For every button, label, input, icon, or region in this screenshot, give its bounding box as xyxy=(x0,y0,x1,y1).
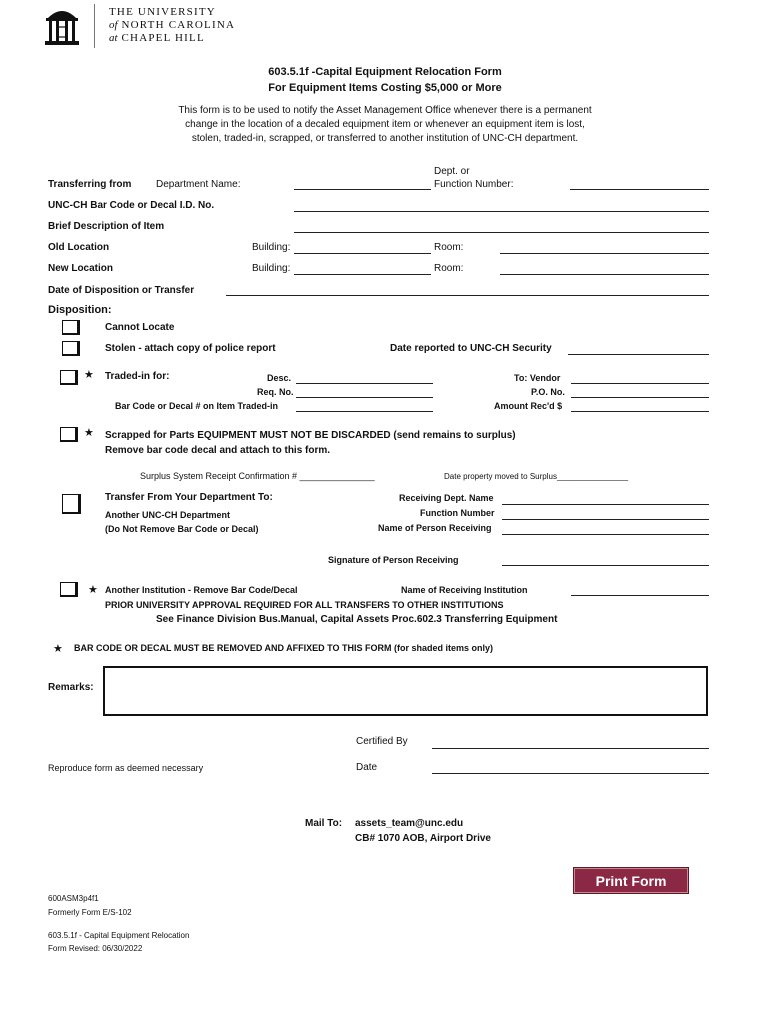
intro-line3: stolen, traded-in, scrapped, or transferred to another institution of UNC-CH department. xyxy=(191,133,579,144)
remarks-box[interactable] xyxy=(103,666,708,716)
date-disposition-field[interactable] xyxy=(226,295,709,296)
desc-input[interactable] xyxy=(296,369,433,383)
old-building-input[interactable] xyxy=(294,239,431,253)
bar-code-traded-input[interactable] xyxy=(296,397,433,411)
signature-person-receiving-field[interactable] xyxy=(502,565,709,566)
certified-by-input[interactable] xyxy=(432,734,709,748)
new-building-input[interactable] xyxy=(294,260,431,274)
note-star-icon: ★ xyxy=(53,643,63,655)
name-receiving-institution-label: Name of Receiving Institution xyxy=(401,585,528,595)
stolen-checkbox[interactable] xyxy=(62,341,80,356)
new-room-label: Room: xyxy=(434,263,464,274)
to-vendor-label: To: Vendor xyxy=(514,373,561,383)
old-location-label: Old Location xyxy=(48,242,110,253)
date-reported-label: Date reported to UNC-CH Security xyxy=(390,343,552,354)
function-number-input[interactable] xyxy=(570,175,709,189)
old-room-input[interactable] xyxy=(500,239,709,253)
another-institution-label: Another Institution - Remove Bar Code/Decal xyxy=(105,585,298,595)
scrapped-checkbox[interactable] xyxy=(60,427,78,442)
another-unc-dept-label: Another UNC-CH Department xyxy=(105,510,231,520)
brief-description-input[interactable] xyxy=(294,218,709,232)
req-no-input[interactable] xyxy=(296,383,433,397)
amount-recd-field[interactable] xyxy=(571,411,709,412)
certify-date-field[interactable] xyxy=(432,773,709,774)
date-reported-field[interactable] xyxy=(568,354,709,355)
mail-to-label: Mail To: xyxy=(305,818,343,829)
amount-recd-label: Amount Rec'd $ xyxy=(494,401,563,411)
logo-line2: of NORTH CAROLINA xyxy=(109,19,236,31)
disposition-heading: Disposition: xyxy=(48,304,112,316)
traded-in-checkbox[interactable] xyxy=(60,370,78,385)
new-location-label: New Location xyxy=(48,263,114,274)
po-no-label: P.O. No. xyxy=(531,387,565,397)
bar-code-field[interactable] xyxy=(294,211,709,212)
department-name-field[interactable] xyxy=(294,189,431,190)
old-room-field[interactable] xyxy=(500,253,709,254)
mail-email: assets_team@unc.edu xyxy=(355,818,464,829)
form-title-line1: 603.5.1f -Capital Equipment Relocation Form xyxy=(268,66,502,78)
department-name-input[interactable] xyxy=(294,175,431,189)
old-building-field[interactable] xyxy=(294,253,431,254)
old-building-label: Building: xyxy=(252,242,291,253)
do-not-remove-label: (Do Not Remove Bar Code or Decal) xyxy=(105,524,259,534)
new-building-field[interactable] xyxy=(294,274,431,275)
form-title-line2: For Equipment Items Costing $5,000 or More xyxy=(268,82,502,94)
footer-revised: Form Revised: 06/30/2022 xyxy=(48,944,143,953)
amount-recd-input[interactable] xyxy=(571,397,709,411)
receiving-function-number-input[interactable] xyxy=(502,505,709,519)
intro-line2: change in the location of a decaled equipment item or whenever an equipment item is lost, xyxy=(185,119,585,130)
receiving-institution-field[interactable] xyxy=(571,595,709,596)
prior-approval-label: PRIOR UNIVERSITY APPROVAL REQUIRED FOR ALL TRANSFERS TO OTHER INSTITUTIONS xyxy=(105,600,504,610)
bar-code-input[interactable] xyxy=(294,197,709,211)
desc-label: Desc. xyxy=(267,373,292,383)
another-institution-star-icon: ★ xyxy=(88,584,98,596)
intro-line1: This form is to be used to notify the Asset Management Office whenever there is a permanent xyxy=(178,105,592,116)
req-no-label: Req. No. xyxy=(257,387,294,397)
po-no-input[interactable] xyxy=(571,383,709,397)
footer-formerly: Formerly Form E/S-102 xyxy=(48,908,132,917)
transfer-dept-checkbox[interactable] xyxy=(62,494,81,514)
dept-or-label: Dept. or xyxy=(434,166,470,177)
brief-description-field[interactable] xyxy=(294,232,709,233)
new-room-input[interactable] xyxy=(500,260,709,274)
date-disposition-input[interactable] xyxy=(226,281,709,295)
brief-description-label: Brief Description of Item xyxy=(48,221,165,232)
function-number-field[interactable] xyxy=(570,189,709,190)
old-room-label: Room: xyxy=(434,242,464,253)
stolen-label: Stolen - attach copy of police report xyxy=(105,343,276,354)
certify-date-input[interactable] xyxy=(432,759,709,773)
footer-code: 600ASM3p4f1 xyxy=(48,894,99,903)
name-person-receiving-label: Name of Person Receiving xyxy=(378,523,492,533)
transferring-from-label: Transferring from xyxy=(48,179,132,190)
certified-by-field[interactable] xyxy=(432,748,709,749)
date-reported-input[interactable] xyxy=(568,340,709,354)
footer-form-name: 603.5.1f - Capital Equipment Relocation xyxy=(48,931,190,940)
logo-line3: at CHAPEL HILL xyxy=(109,32,205,44)
certified-by-label: Certified By xyxy=(356,736,408,747)
reproduce-note: Reproduce form as deemed necessary xyxy=(48,763,204,773)
name-person-receiving-field[interactable] xyxy=(502,534,709,535)
receiving-function-number-label: Function Number xyxy=(420,508,495,518)
certify-date-label: Date xyxy=(356,762,378,773)
print-form-button[interactable]: Print Form xyxy=(574,868,688,893)
traded-in-star-icon: ★ xyxy=(84,369,94,381)
scrapped-label: Scrapped for Parts EQUIPMENT MUST NOT BE DISCARDED (send remains to surplus) xyxy=(105,430,516,441)
logo-divider xyxy=(94,4,95,48)
new-room-field[interactable] xyxy=(500,274,709,275)
signature-person-receiving-input[interactable] xyxy=(502,551,709,565)
receiving-institution-input[interactable] xyxy=(571,581,709,595)
signature-person-receiving-label: Signature of Person Receiving xyxy=(328,555,459,565)
name-person-receiving-input[interactable] xyxy=(502,520,709,534)
old-well-icon xyxy=(44,5,80,47)
logo-line1: THE UNIVERSITY xyxy=(109,6,216,18)
another-institution-checkbox[interactable] xyxy=(60,582,78,597)
function-number-label: Function Number: xyxy=(434,179,514,190)
scrapped-star-icon: ★ xyxy=(84,427,94,439)
receiving-dept-name-input[interactable] xyxy=(502,490,709,504)
date-disposition-label: Date of Disposition or Transfer xyxy=(48,285,195,296)
cannot-locate-checkbox[interactable] xyxy=(62,320,80,335)
receiving-dept-name-label: Receiving Dept. Name xyxy=(399,493,494,503)
remove-bar-code-label: Remove bar code decal and attach to this form. xyxy=(105,445,331,456)
date-moved-surplus-label: Date property moved to Surplus________________ xyxy=(444,472,629,481)
remarks-label: Remarks: xyxy=(48,682,94,693)
star-note-label: BAR CODE OR DECAL MUST BE REMOVED AND AFFIXED TO THIS FORM (for shaded items only) xyxy=(74,643,494,653)
transfer-from-dept-label: Transfer From Your Department To: xyxy=(105,492,273,503)
traded-in-label: Traded-in for: xyxy=(105,371,170,382)
new-building-label: Building: xyxy=(252,263,291,274)
cannot-locate-label: Cannot Locate xyxy=(105,322,175,333)
see-finance-label: See Finance Division Bus.Manual, Capital Assets Proc.602.3 Transferring Equipment xyxy=(156,614,558,625)
department-name-label: Department Name: xyxy=(156,179,241,190)
remarks-textarea[interactable] xyxy=(105,668,706,714)
bar-code-traded-label: Bar Code or Decal # on Item Traded-in xyxy=(115,401,279,411)
mail-address: CB# 1070 AOB, Airport Drive xyxy=(355,833,491,844)
surplus-receipt-label: Surplus System Receipt Confirmation # _______________ xyxy=(140,471,375,481)
bar-code-traded-field[interactable] xyxy=(296,411,433,412)
to-vendor-input[interactable] xyxy=(571,369,709,383)
bar-code-label: UNC-CH Bar Code or Decal I.D. No. xyxy=(48,200,215,211)
